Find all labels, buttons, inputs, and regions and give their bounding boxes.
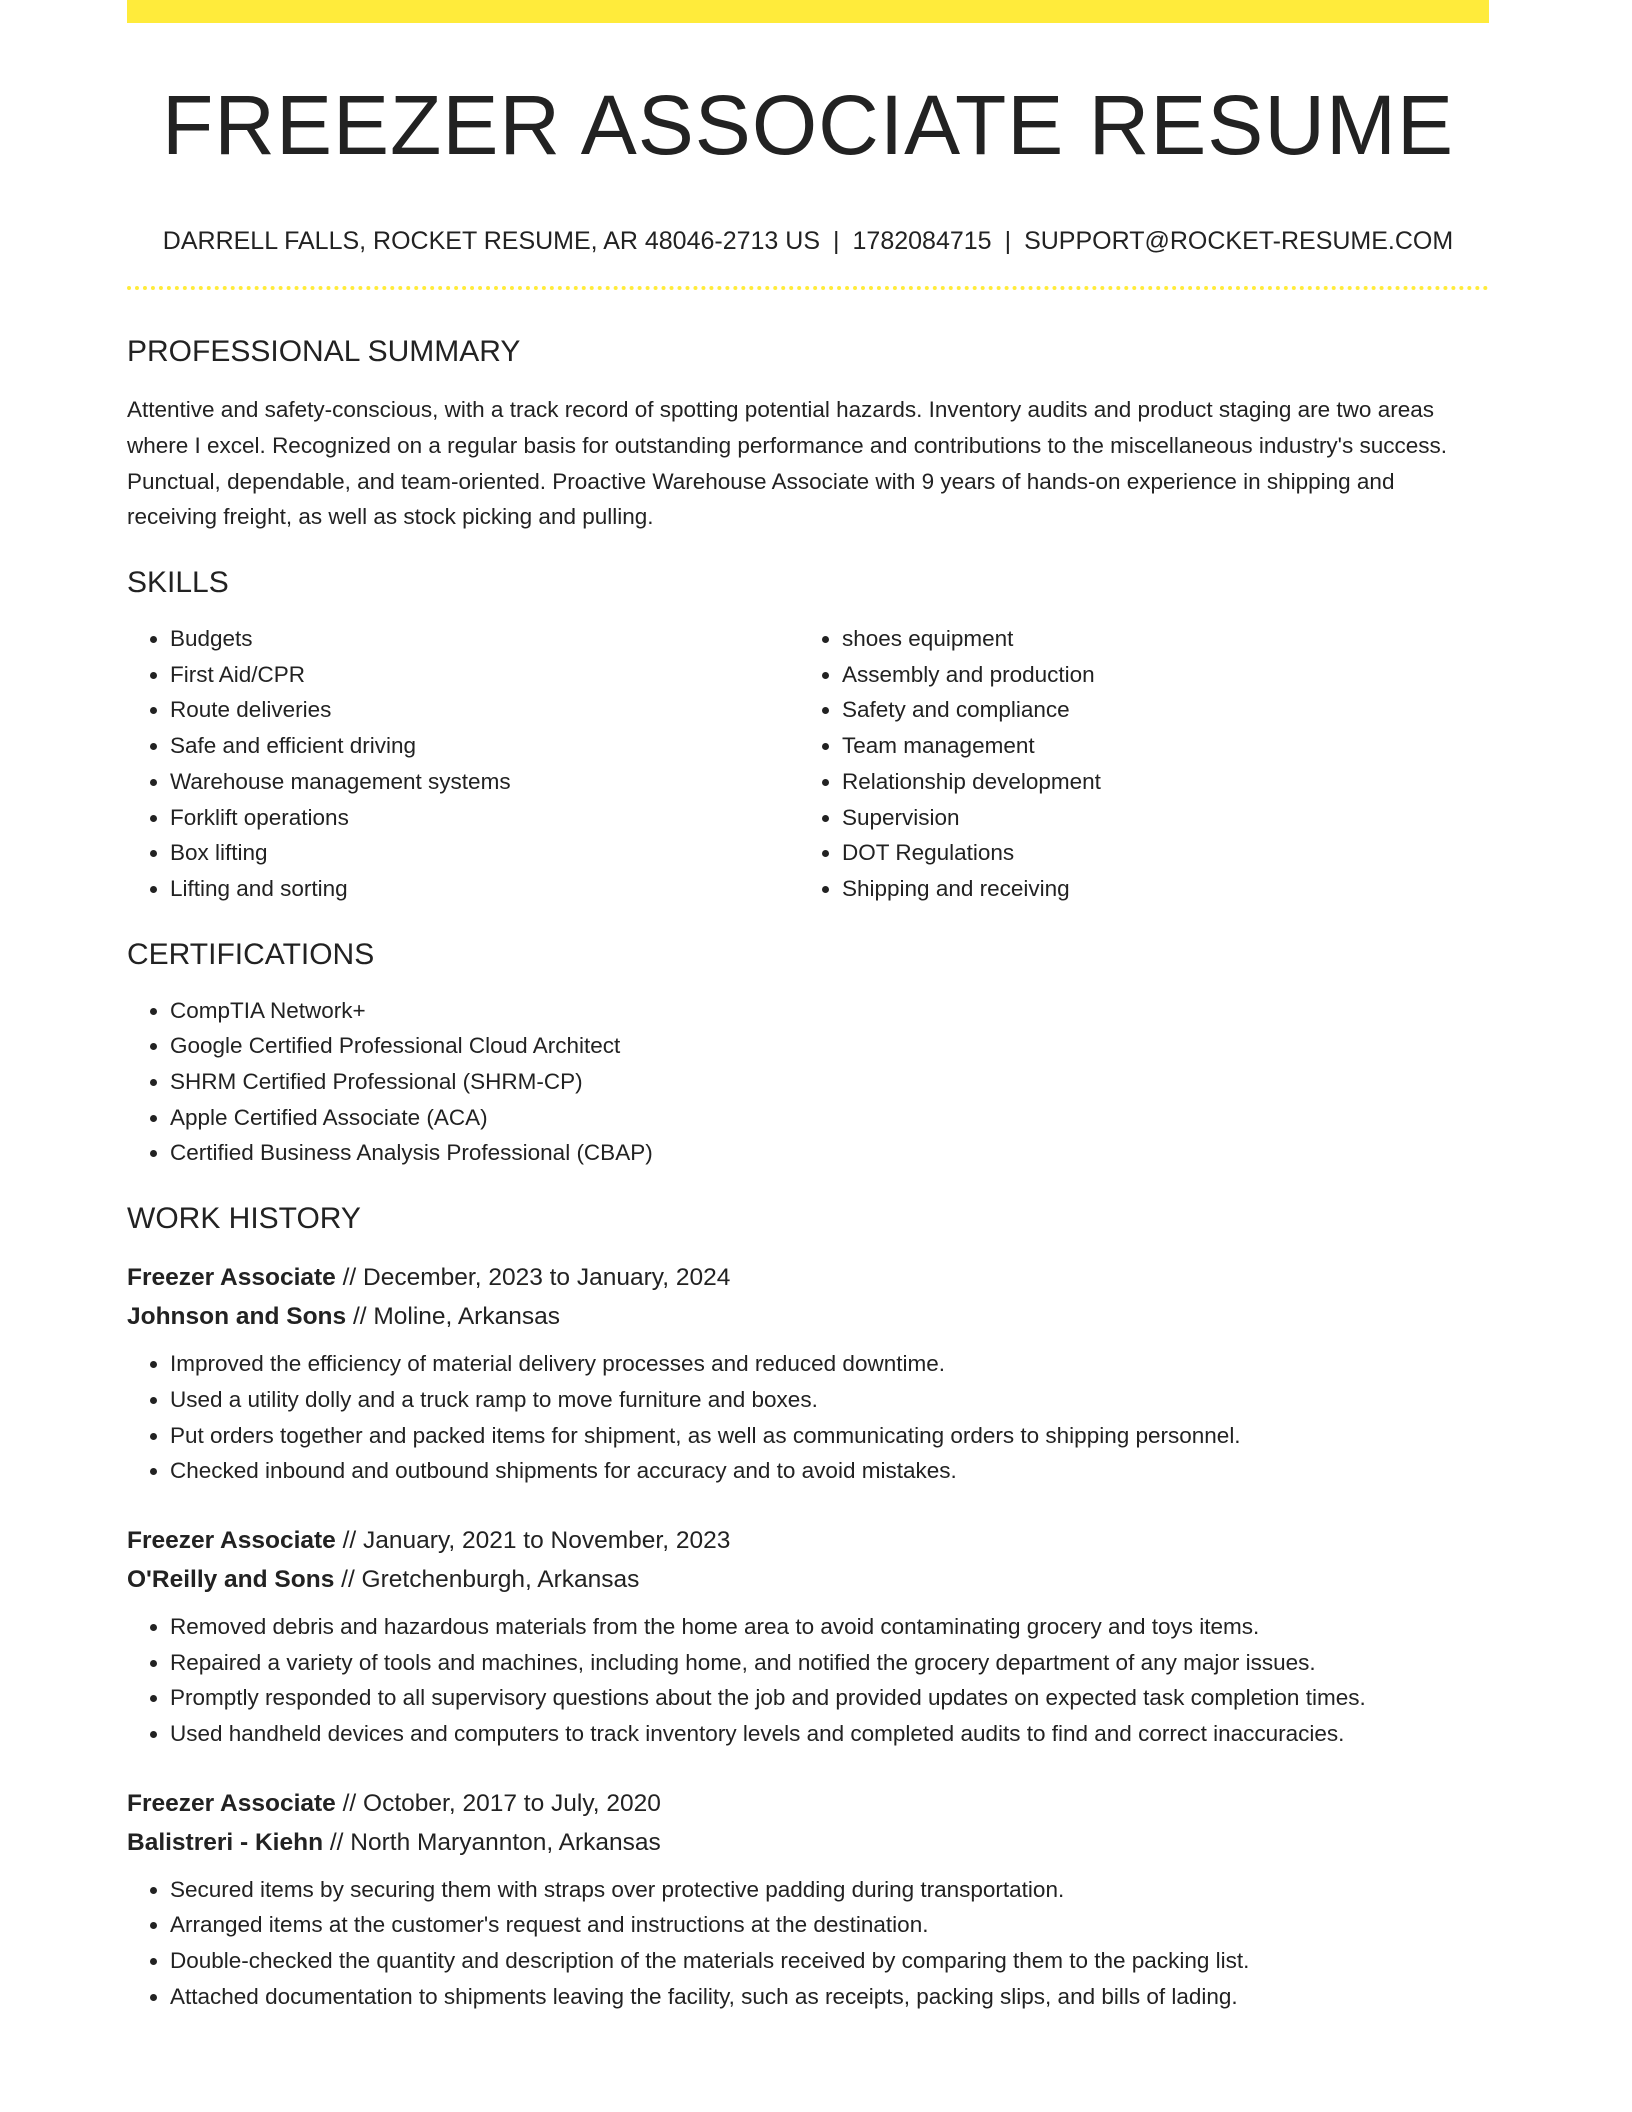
job-company: Balistreri - Kiehn [127,1828,324,1856]
section-heading-work-history: WORK HISTORY [127,1202,361,1236]
contact-separator: | [1004,227,1012,256]
skill-item: • Supervision [842,800,1471,836]
job-duties-list [127,1346,1489,1489]
resume-title: FREEZER ASSOCIATE RESUME [162,78,1454,172]
certification-item: • SHRM Certified Professional (SHRM-CP) [170,1064,1489,1100]
skill-item: • Team management [842,728,1471,764]
job-duties-list [127,1872,1489,2015]
job-location: // Gretchenburgh, Arkansas [334,1565,640,1593]
contact-separator: | [833,227,840,256]
job-company: Johnson and Sons [127,1303,347,1331]
skill-item: • Safety and compliance [842,692,1471,728]
job-company-line [127,1560,1489,1599]
summary-section [127,334,1489,535]
certifications-list [127,993,1489,1172]
skills-list-right [799,621,1471,907]
job-duties-list [127,1609,1489,1752]
job-duty: • Put orders together and packed items for shipment, as well as communicating orders to shipping personnel. [170,1418,1489,1454]
resume-page [127,0,1489,2015]
skill-item: • Lifting and sorting [170,871,799,907]
certification-item: • Apple Certified Associate (ACA) [170,1100,1489,1136]
job-dates: // January, 2021 to November, 2023 [335,1526,731,1554]
skill-item: • Route deliveries [170,692,799,728]
job-entry [127,1784,1489,2015]
section-heading-skills: SKILLS [127,566,229,599]
skill-item: • First Aid/CPR [170,657,799,693]
section-heading-summary: PROFESSIONAL SUMMARY [127,335,521,369]
skill-item: • Safe and efficient driving [170,728,799,764]
contact-email: SUPPORT@ROCKET-RESUME.COM [1024,227,1454,256]
job-duty: • Used handheld devices and computers to track inventory levels and completed audits to find and correct inaccuracies. [170,1716,1489,1752]
job-entry [127,1258,1489,1489]
job-title: Freezer Associate [127,1264,336,1292]
job-company-line [127,1823,1489,1862]
skill-item: • Relationship development [842,764,1471,800]
job-duty: • Double-checked the quantity and description of the materials received by comparing them to the packing list. [170,1943,1489,1979]
job-duty: • Secured items by securing them with straps over protective padding during transportation. [170,1872,1489,1908]
job-duty: • Improved the efficiency of material delivery processes and reduced downtime. [170,1346,1489,1382]
work-history-section [127,1201,1489,2014]
job-duty: • Promptly responded to all supervisory questions about the job and provided updates on expected task completion times. [170,1680,1489,1716]
contact-phone: 1782084715 [852,227,992,256]
summary-text: Attentive and safety-conscious, with a track record of spotting potential hazards. Inventory audits and product staging are two areas where I excel. Recognized on a regular basis for outstanding performance and contributions to the miscellaneous industry's success. Punctual, dependable, and team-oriented. Proactive Warehouse Associate with 9 years of hands-on experience in shipping and receiving freight, as well as stock picking and pulling. [127,397,1448,530]
job-company-line [127,1297,1489,1336]
job-location: // North Maryannton, Arkansas [323,1828,661,1856]
job-location: // Moline, Arkansas [346,1303,560,1331]
skills-grid [127,621,1489,907]
job-dates: // October, 2017 to July, 2020 [335,1789,661,1817]
skill-item: • Budgets [170,621,799,657]
skills-section [127,565,1489,907]
contact-line [127,227,1489,256]
dotted-divider [127,286,1489,290]
job-dates: // December, 2023 to January, 2024 [335,1264,731,1292]
section-heading-certifications: CERTIFICATIONS [127,937,375,971]
job-title-line [127,1521,1489,1560]
accent-top-bar [127,0,1489,23]
job-duty: • Arranged items at the customer's request and instructions at the destination. [170,1907,1489,1943]
job-title: Freezer Associate [127,1526,336,1554]
job-duty: • Attached documentation to shipments leaving the facility, such as receipts, packing slips, and bills of lading. [170,1979,1489,2015]
certification-item: • Certified Business Analysis Professional (CBAP) [170,1135,1489,1171]
job-entry [127,1521,1489,1752]
skill-item: • Warehouse management systems [170,764,799,800]
skill-item: • Assembly and production [842,657,1471,693]
job-duty: • Checked inbound and outbound shipments for accuracy and to avoid mistakes. [170,1453,1489,1489]
certification-item: • Google Certified Professional Cloud Architect [170,1028,1489,1064]
job-title: Freezer Associate [127,1789,336,1817]
skills-list-left [127,621,799,907]
certifications-section [127,937,1489,1172]
job-company: O'Reilly and Sons [127,1565,335,1593]
job-title-line [127,1784,1489,1823]
skill-item: • DOT Regulations [842,835,1471,871]
skill-item: • Forklift operations [170,800,799,836]
skill-item: • Shipping and receiving [842,871,1471,907]
skill-item: • Box lifting [170,835,799,871]
job-duty: • Removed debris and hazardous materials from the home area to avoid contaminating grocery and toys items. [170,1609,1489,1645]
contact-address: DARRELL FALLS, ROCKET RESUME, AR 48046-2713 US [162,227,821,256]
job-duty: • Used a utility dolly and a truck ramp to move furniture and boxes. [170,1382,1489,1418]
job-title-line [127,1258,1489,1297]
job-duty: • Repaired a variety of tools and machines, including home, and notified the grocery department of any major issues. [170,1645,1489,1681]
skill-item: • shoes equipment [842,621,1471,657]
certification-item: • CompTIA Network+ [170,993,1489,1029]
